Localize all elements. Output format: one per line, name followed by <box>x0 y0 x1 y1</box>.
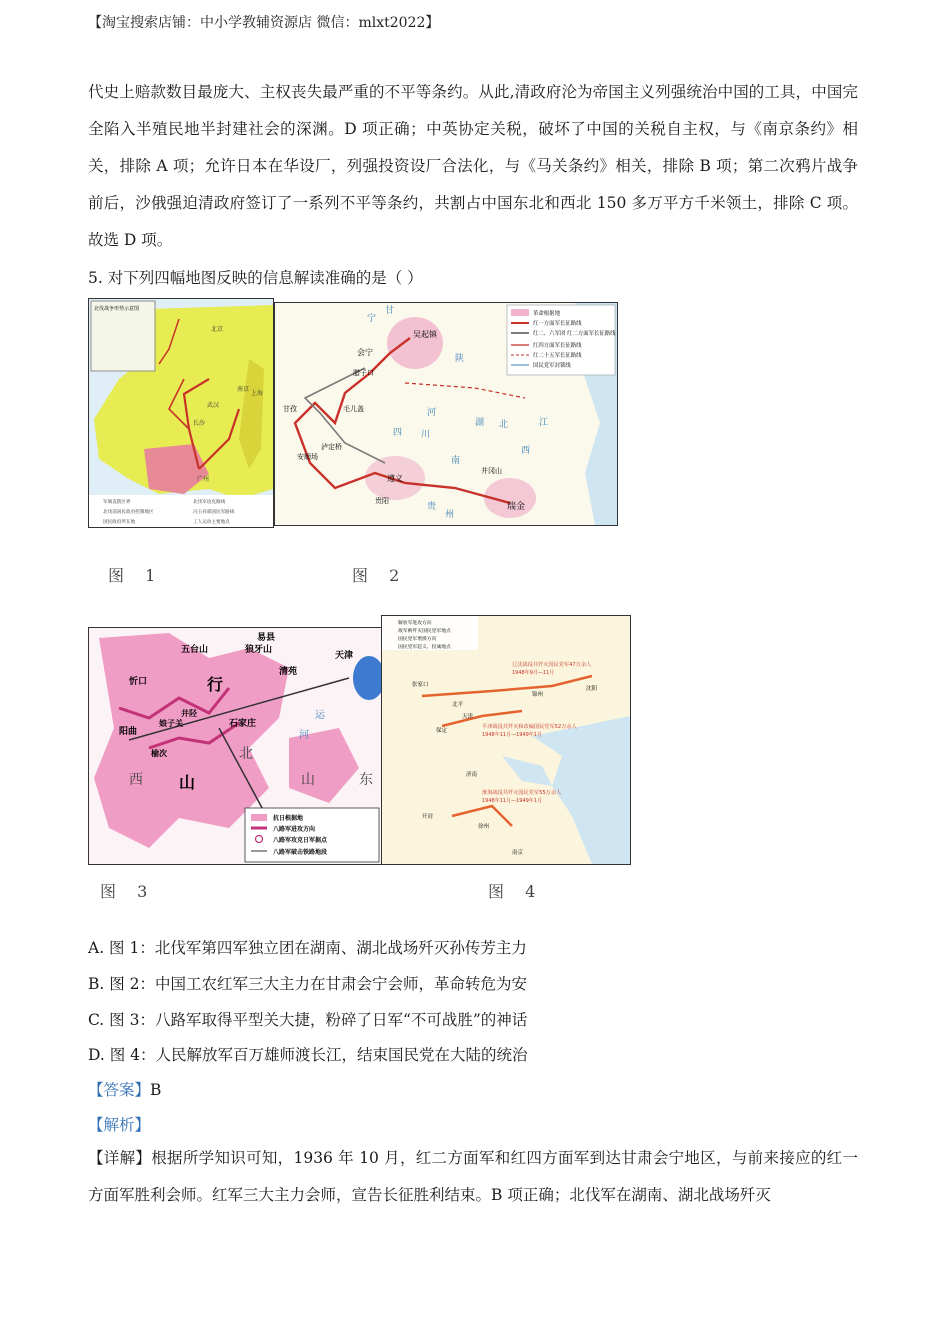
fig1-legend-3: 冯玉祥部国民军路线 <box>193 510 235 515</box>
fig1-place-2: 长沙 <box>193 420 206 427</box>
fig3-region-1: 西 <box>129 772 143 788</box>
fig4-legend-1: 敌军被歼灭国民党军地点 <box>398 629 451 634</box>
fig4-legend-3: 国民党军起义、投诚地点 <box>398 645 451 650</box>
fig3-place-2: 清苑 <box>279 667 298 677</box>
fig2-place-5: 安顺场 <box>297 453 318 461</box>
map-figure-4 <box>381 615 631 865</box>
fig2-place-7: 遵义 <box>387 474 403 483</box>
fig2-region-5: 湖 <box>475 418 485 428</box>
fig3-place-4: 忻口 <box>129 677 148 687</box>
fig3-place-10: 易县 <box>257 633 276 643</box>
fig1-inset-title: 北伐战争形势示意图 <box>94 306 140 312</box>
fig2-legend-5: 国民党军封锁线 <box>533 363 571 369</box>
fig1-legend-5: 工人运动主要地点 <box>193 520 230 525</box>
detail-text: 根据所学知识可知，1936 年 10 月，红二方面军和红四方面军到达甘肃会宁地区，与前来接应的红一方面军胜利会师。红军三大主力会师，宣告长征胜利结束。B 项正确；北伐军在湖南、湖北战场歼灭 <box>88 1149 858 1204</box>
fig4-place-7: 南京 <box>512 850 524 856</box>
fig4-place-9: 开封 <box>422 814 434 820</box>
fig3-region-2: 山 <box>179 773 196 792</box>
fig1-legend-4: 国民政府所在地 <box>103 520 136 525</box>
fig2-region-7: 南 <box>451 456 461 466</box>
fig2-place-9: 井冈山 <box>481 467 502 475</box>
option-b: B. 图 2：中国工农红军三大主力在甘肃会宁会师，革命转危为安 <box>88 975 528 993</box>
fig2-region-11: 贵 <box>427 502 437 512</box>
fig1-place-1: 南京 <box>237 386 250 393</box>
fig3-legend-0: 抗日根据地 <box>273 815 304 822</box>
fig4-place-5: 济南 <box>466 772 478 778</box>
fig4-legend-2: 国民党军增援方向 <box>398 637 437 642</box>
page-header: 【淘宝搜索店铺：中小学教辅资源店 微信：mlxt2022】 <box>88 15 440 31</box>
fig4-campaign-1-name: 平津战役共歼灭和改编国民党军52万余人 <box>482 724 577 730</box>
fig2-legend-2: 红二、六军团 红二方面军长征路线 <box>533 331 616 337</box>
fig2-region-2: 宁 <box>367 314 377 324</box>
fig4-place-3: 沈阳 <box>586 686 598 692</box>
fig3-place-5: 阳曲 <box>119 727 138 737</box>
fig1-place-0: 北京 <box>211 326 224 333</box>
fig4-place-6: 徐州 <box>478 824 490 830</box>
fig1-caption: 图 1 <box>108 566 164 585</box>
fig4-campaign-1-date: 1948年11月—1949年1月 <box>482 732 542 738</box>
fig2-region-12: 江 <box>539 418 549 428</box>
fig2-place-8: 贵阳 <box>375 497 389 505</box>
fig4-campaign-2-name: 淮海战役共歼灭国民党军55万余人 <box>482 790 562 796</box>
fig4-caption: 图 4 <box>488 882 544 901</box>
fig3-region-0: 行 <box>207 675 224 694</box>
fig2-region-3: 四 <box>393 428 403 438</box>
fig2-region-6: 北 <box>499 420 509 430</box>
question-text: 5. 对下列四幅地图反映的信息解读准确的是（ ） <box>88 269 423 287</box>
detail-paragraph <box>88 1140 858 1214</box>
fig3-region-5: 东 <box>359 772 373 788</box>
fig2-legend-0: 革命根据地 <box>533 311 560 317</box>
detail-label: 【详解】 <box>88 1149 152 1167</box>
fig3-legend-1: 八路军进攻方向 <box>273 826 316 833</box>
fig4-campaign-2-date: 1948年11月—1949年1月 <box>482 798 542 804</box>
fig2-region-1: 陕 <box>455 354 465 364</box>
fig1-place-3: 武汉 <box>207 402 220 409</box>
answer-line <box>88 1078 161 1100</box>
fig2-legend-4: 红二十五军长征路线 <box>533 353 582 359</box>
fig2-place-0: 吴起镇 <box>413 330 437 339</box>
option-a: A. 图 1：北伐军第四军独立团在湖南、湖北战场歼灭孙传芳主力 <box>88 939 527 957</box>
map-figure-1 <box>88 298 274 528</box>
fig2-region-10: 河 <box>427 408 437 418</box>
map-figure-2 <box>274 302 618 526</box>
fig2-region-0: 甘 <box>385 306 395 316</box>
fig4-campaign-0-name: 辽沈战役共歼灭国民党军47万余人 <box>512 662 592 668</box>
fig3-caption: 图 3 <box>100 882 156 901</box>
fig1-legend-2: 北伐前国民政府控制地区 <box>103 510 154 515</box>
fig4-legend-0: 解放军进攻方向 <box>398 621 432 626</box>
fig2-region-4: 川 <box>421 430 431 440</box>
fig3-place-6: 娘子关 <box>159 719 183 728</box>
answer-label: 【答案】 <box>88 1081 151 1099</box>
fig3-region-4: 山 <box>301 772 315 788</box>
fig2-region-8: 西 <box>521 446 531 456</box>
fig3-legend-3: 八路军破击铁路地段 <box>273 849 328 856</box>
fig3-place-7: 井陉 <box>181 709 197 718</box>
fig2-place-2: 腊子口 <box>353 369 374 377</box>
fig3-place-8: 石家庄 <box>229 719 257 729</box>
fig3-place-1: 狼牙山 <box>245 645 273 655</box>
fig2-place-1: 会宁 <box>357 348 373 357</box>
fig2-place-10: 瑞金 <box>507 502 526 512</box>
map-figure-3 <box>88 627 382 865</box>
fig4-place-2: 天津 <box>462 714 474 720</box>
fig2-legend-3: 红四方面军长征路线 <box>533 343 582 349</box>
fig3-place-9: 榆次 <box>151 749 167 758</box>
fig2-place-3: 毛儿盖 <box>343 405 364 413</box>
answer-value: B <box>150 1081 162 1099</box>
fig3-region-7: 运 <box>315 710 325 721</box>
fig3-region-6: 河 <box>299 730 309 741</box>
intro-paragraph: 代史上赔款数目最庞大、主权丧失最严重的不平等条约。从此,清政府沦为帝国主义列强统治中国的工具，中国完全陷入半殖民地半封建社会的深渊。D 项正确；中英协定关税，破坏了中国的关税自主权，与《南京条约》相关，排除 A 项；允许日本在华设厂，列强投资设厂合法化，与《马关条约》相关，排除 B 项；第二次鸦片战争前后，沙俄强迫清政府签订了一系列不平等条约，共割占中国东北和西北 150 多万平方千米领土，排除 C 项。故选 D 项。 <box>88 83 858 249</box>
fig4-place-1: 北平 <box>452 702 464 708</box>
fig2-legend-1: 红一方面军长征路线 <box>533 321 582 327</box>
fig2-place-6: 泸定桥 <box>321 443 342 451</box>
fig4-place-4: 锦州 <box>532 692 544 698</box>
fig3-region-3: 北 <box>239 746 253 762</box>
fig3-place-0: 五台山 <box>181 645 209 655</box>
option-d: D. 图 4：人民解放军百万雄师渡长江，结束国民党在大陆的统治 <box>88 1046 528 1064</box>
analysis-label: 【解析】 <box>88 1116 151 1134</box>
fig4-place-8: 保定 <box>436 728 448 734</box>
fig1-place-5: 上海 <box>251 390 264 397</box>
fig1-legend-1: 北伐军攻克路线 <box>193 500 226 505</box>
fig2-place-4: 甘孜 <box>283 405 297 413</box>
fig4-place-0: 张家口 <box>412 682 429 688</box>
fig4-campaign-0-date: 1948年9月—11月 <box>512 670 555 676</box>
fig3-legend-2: 八路军攻克日军据点 <box>273 837 328 844</box>
fig2-region-9: 州 <box>445 510 455 520</box>
option-c: C. 图 3：八路军取得平型关大捷，粉碎了日军“不可战胜”的神话 <box>88 1011 528 1029</box>
fig2-caption: 图 2 <box>352 566 408 585</box>
fig1-place-4: 广州 <box>197 476 210 483</box>
fig3-place-3: 天津 <box>335 651 354 661</box>
fig1-legend-0: 军阀直辖区界 <box>103 500 131 505</box>
